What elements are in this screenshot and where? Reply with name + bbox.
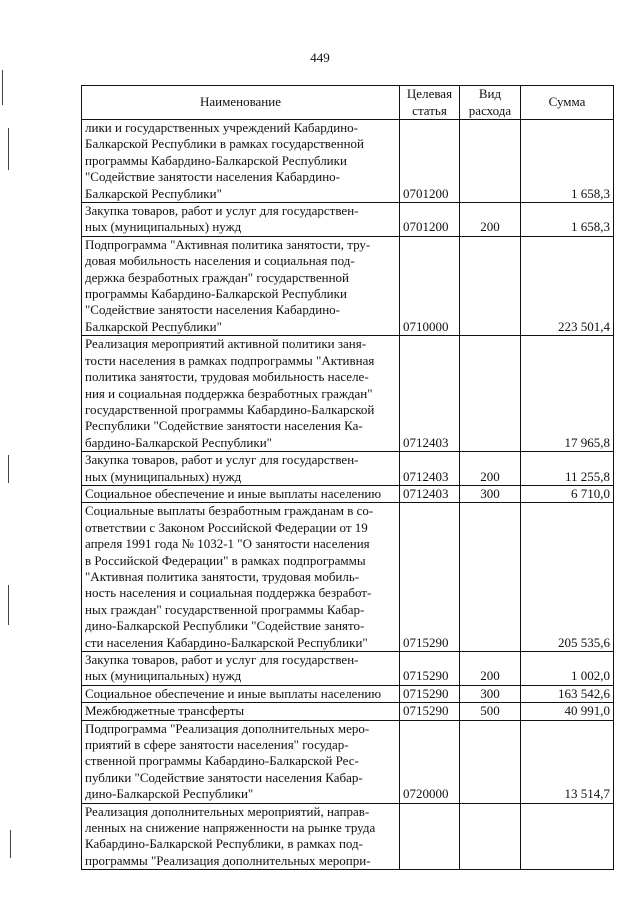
row-name: Закупка товаров, работ и услуг для государствен- ных (муниципальных) нужд: [82, 652, 400, 686]
table-header-row: [82, 86, 614, 120]
row-target: 0715290: [400, 503, 460, 652]
row-target: 0701200: [400, 203, 460, 237]
row-name: Реализация мероприятий активной политики заня- тости населения в рамках подпрограммы "Активная политика занятости, трудовая мобильность населе- ния и социальная поддержка безработных граждан" государственной программы Кабардино-Балкарской Республики "Содействие занятости населения Ка- бардино-Балкарской Республики": [82, 336, 400, 452]
table-row: [82, 203, 614, 237]
table-row: [82, 452, 614, 486]
header-kind: Вид расхода: [460, 86, 521, 120]
table-row: [82, 720, 614, 803]
row-target: 0701200: [400, 120, 460, 203]
scan-margin-mark: [10, 830, 11, 858]
row-target: 0712403: [400, 485, 460, 502]
row-target: 0720000: [400, 720, 460, 803]
row-sum: 40 991,0: [521, 703, 614, 720]
row-kind: 300: [460, 685, 521, 702]
row-sum: 1 658,3: [521, 203, 614, 237]
row-target: 0715290: [400, 652, 460, 686]
row-name: Социальные выплаты безработным гражданам в со- ответствии с Законом Российской Федерации от 19 апреля 1991 года № 1032-1 "О занятости населения в Российской Федерации" в рамках подпрограммы "Активная политика занятости, трудовая мобиль- ность населения и социальная поддержка безработ- ных граждан" государственной программы Кабар- дино-Балкарской Республики "Содействие занято- сти населения Кабардино-Балкарской Республики": [82, 503, 400, 652]
row-sum: 11 255,8: [521, 452, 614, 486]
row-kind: [460, 720, 521, 803]
table-row: [82, 336, 614, 452]
row-sum: 1 658,3: [521, 120, 614, 203]
row-target: 0715290: [400, 685, 460, 702]
row-sum: 13 514,7: [521, 720, 614, 803]
row-target: 0715290: [400, 703, 460, 720]
row-kind: 300: [460, 485, 521, 502]
budget-table: [81, 85, 614, 870]
table-row: [82, 485, 614, 502]
row-kind: [460, 336, 521, 452]
scan-margin-mark: [8, 585, 9, 625]
row-sum: 17 965,8: [521, 336, 614, 452]
row-name: лики и государственных учреждений Кабардино- Балкарской Республики в рамках государственной программы Кабардино-Балкарской Республики "Содействие занятости населения Кабардино- Балкарской Республики": [82, 120, 400, 203]
table-row: [82, 685, 614, 702]
header-sum: Сумма: [521, 86, 614, 120]
table-row: [82, 803, 614, 870]
row-name: Подпрограмма "Реализация дополнительных меро- приятий в сфере занятости населения" государ- ственной программы Кабардино-Балкарской Рес- публики "Содействие занятости населения Кабар- дино-Балкарской Республики": [82, 720, 400, 803]
row-sum: 6 710,0: [521, 485, 614, 502]
table-row: [82, 503, 614, 652]
row-sum: 223 501,4: [521, 236, 614, 335]
row-sum: 1 002,0: [521, 652, 614, 686]
row-kind: 200: [460, 203, 521, 237]
row-kind: [460, 120, 521, 203]
scan-margin-mark: [8, 128, 9, 170]
table-row: [82, 703, 614, 720]
row-kind: 500: [460, 703, 521, 720]
row-name: Закупка товаров, работ и услуг для государствен- ных (муниципальных) нужд: [82, 452, 400, 486]
table-row: [82, 652, 614, 686]
row-kind: 200: [460, 452, 521, 486]
row-target: 0710000: [400, 236, 460, 335]
row-sum: 163 542,6: [521, 685, 614, 702]
scan-margin-mark: [8, 455, 9, 483]
header-name: Наименование: [82, 86, 400, 120]
row-kind: 200: [460, 652, 521, 686]
row-name: Закупка товаров, работ и услуг для государствен- ных (муниципальных) нужд: [82, 203, 400, 237]
page-number: 449: [310, 50, 330, 65]
header-target: Целевая статья: [400, 86, 460, 120]
row-name: Подпрограмма "Активная политика занятости, тру- довая мобильность населения и социальная под- держка безработных граждан" государственной программы Кабардино-Балкарской Республики "Содействие занятости населения Кабардино- Балкарской Республики": [82, 236, 400, 335]
table-row: [82, 236, 614, 335]
row-target: [400, 803, 460, 870]
row-sum: 205 535,6: [521, 503, 614, 652]
row-kind: [460, 503, 521, 652]
row-target: 0712403: [400, 336, 460, 452]
scan-margin-mark: [2, 70, 3, 105]
row-name: Реализация дополнительных мероприятий, направ- ленных на снижение напряженности на рынке труда Кабардино-Балкарской Республики, в рамках под- программы "Реализация дополнительных меропри-: [82, 803, 400, 870]
row-kind: [460, 803, 521, 870]
row-name: Социальное обеспечение и иные выплаты населению: [82, 685, 400, 702]
row-name: Межбюджетные трансферты: [82, 703, 400, 720]
row-target: 0712403: [400, 452, 460, 486]
table-row: [82, 120, 614, 203]
row-sum: [521, 803, 614, 870]
row-name: Социальное обеспечение и иные выплаты населению: [82, 485, 400, 502]
row-kind: [460, 236, 521, 335]
